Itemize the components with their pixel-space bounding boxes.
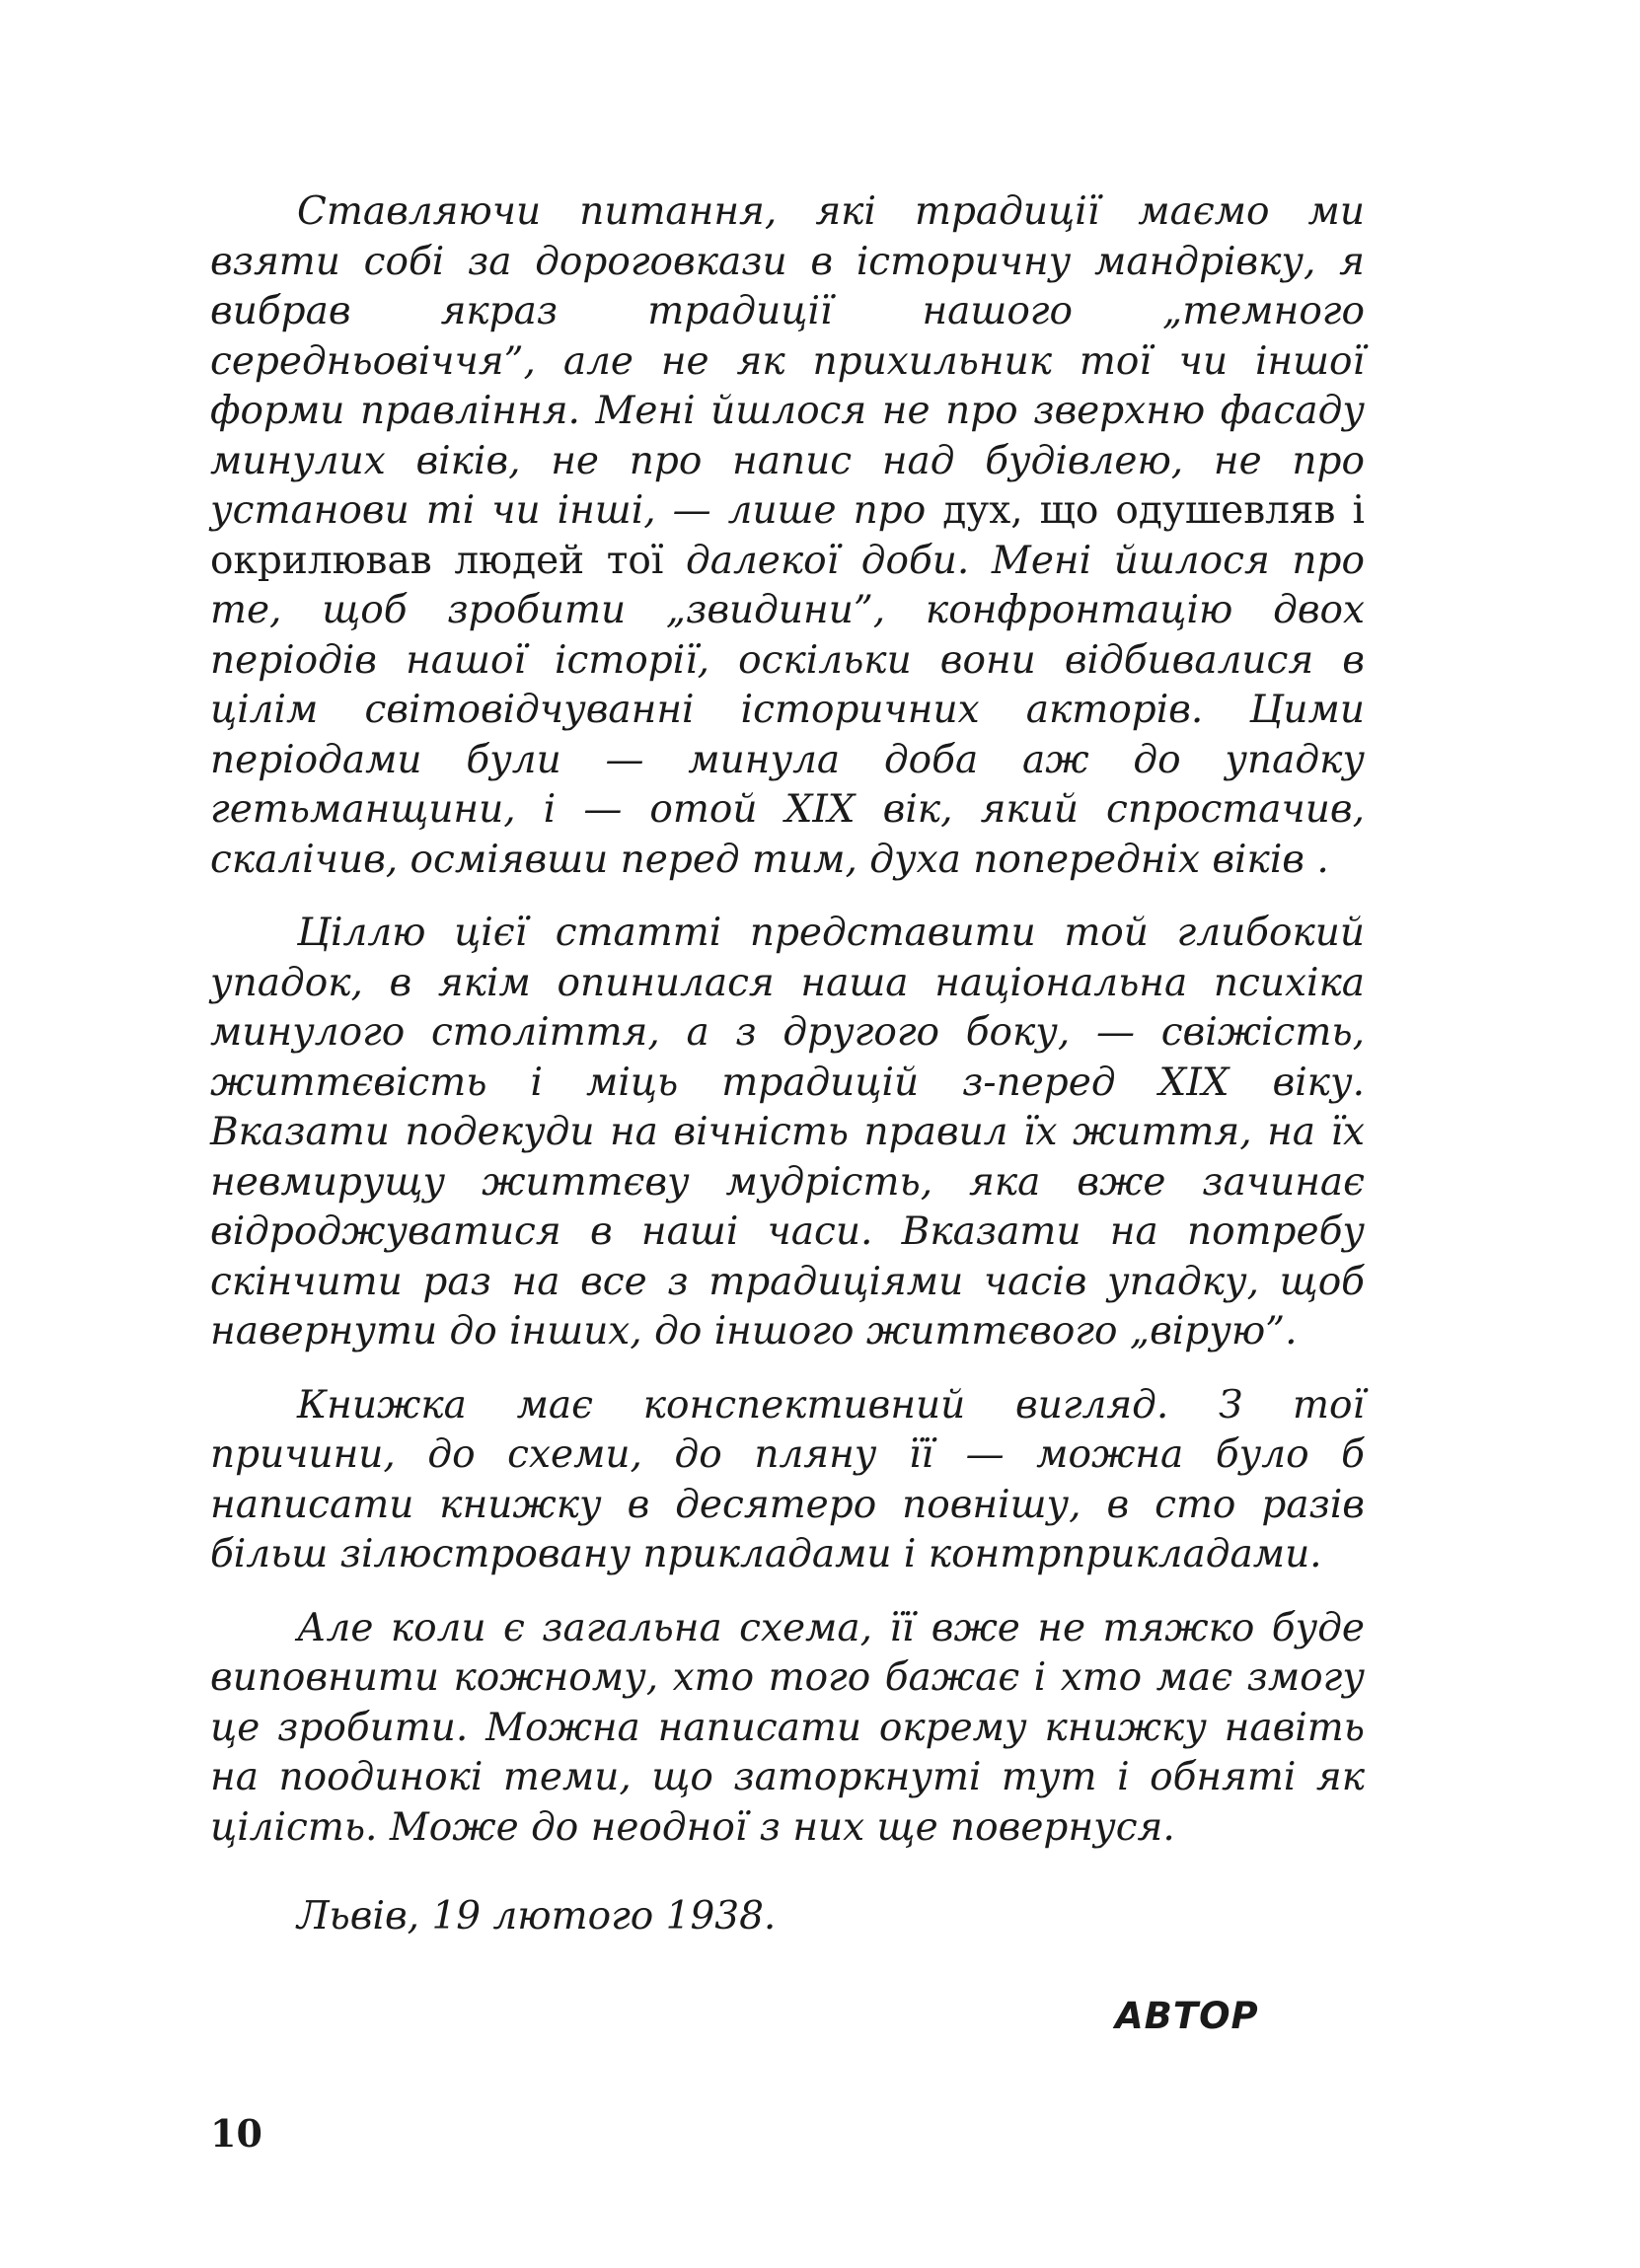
paragraph-4 [210,1604,1365,1854]
paragraph-1-upright-phrase: дух, що одушевляв і окрилював людей тої [210,488,1365,583]
page-number: 10 [210,2111,262,2156]
paragraph-1-part-1: Ставляючи питання, які традиції маємо ми взяти собі за дороговкази в історичну мандрівку, я вибрав якраз традиції нашого „темного середньовіччя”, але не як прихильник тої чи іншої форми правління. Мені йшлося не про зверхню фасаду минулих віків, не про напис над будівлею, не про установи ті чи інші, — лише про [210,189,1365,533]
place-date-line: Львів, 19 лютого 1938. [297,1894,777,1939]
body-text [210,187,1365,1876]
paragraph-4-text: Але коли є загальна схема, її вже не тяжко буде виповнити кожному, хто того бажає і хто має змогу це зробити. Можна написати окрему книжку навіть на поодинокі теми, що заторкнуті тут і обняті як цілість. Може до неодної з них ще повернуся. [210,1605,1365,1850]
paragraph-2-text: Ціллю цієї статті представити той глибокий упадок, в якім опинилася наша національна психіка минулого століття, а з другого боку, — свіжість, життєвість і міць традицій з-перед XIX віку. Вказати подекуди на вічність правил їх життя, на їх невмирущу життєву мудрість, яка вже зачинає відроджуватися в наші часи. Вказати на потребу скінчити раз на все з традиціями часів упадку, щоб навернути до інших, до іншого життєвого „вірую”. [210,911,1365,1353]
paragraph-3-text: Книжка має конспективний вигляд. З тої причини, до схеми, до пляну її — можна було б написати книжку в десятеро повнішу, в сто разів більш зілюстровану прикладами і контрприкладами. [210,1382,1365,1576]
paragraph-1-part-3: далекої доби. Мені йшлося про те, щоб зробити „звидини”, конфронтацію двох періодів нашої історії, оскільки вони відбивалися в цілім світовідчуванні історичних акторів. Цими періодами були — минула доба аж до упадку гетьманщини, і — отой XIX вік, який спростачив, скалічив, осміявши перед тим, духа попередніх віків . [210,538,1365,882]
author-signature: АВТОР [1115,1995,1259,2037]
paragraph-3 [210,1381,1365,1580]
paragraph-2 [210,909,1365,1357]
paragraph-1 [210,187,1365,885]
